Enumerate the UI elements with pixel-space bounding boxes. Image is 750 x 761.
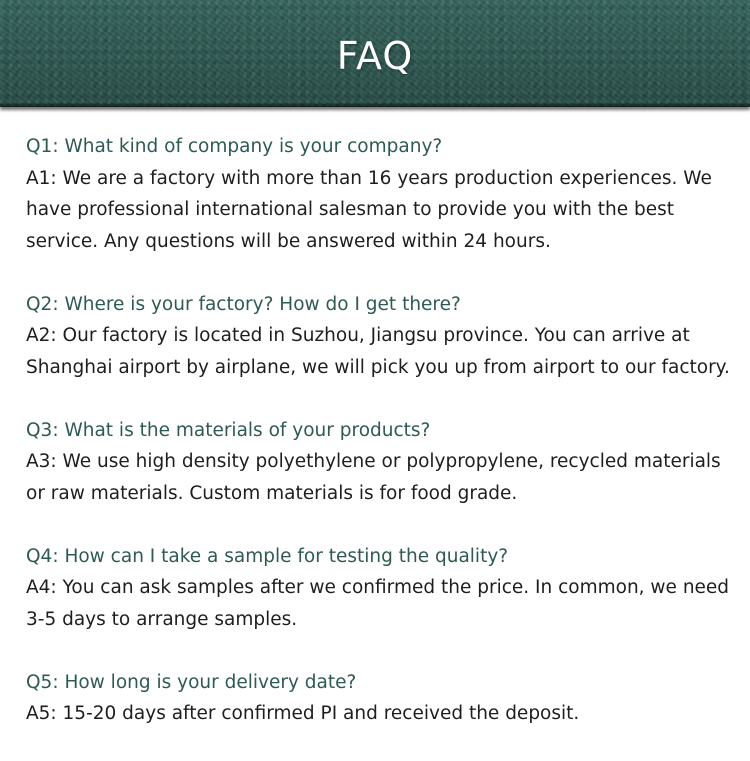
faq-question-4: Q4: How can I take a sample for testing the quality?	[26, 545, 509, 567]
faq-question-1: Q1: What kind of company is your company?	[26, 136, 443, 157]
faq-item-1	[26, 131, 738, 257]
faq-answer-3: A3: We use high density polyethylene or polypropylene, recycled materials or raw materials. Custom materials is for food grade.	[26, 451, 721, 504]
faq-item-5	[26, 667, 738, 730]
faq-header-banner	[0, 0, 750, 107]
page-title: FAQ	[336, 34, 414, 78]
faq-question-5: Q5: How long is your delivery date?	[26, 671, 357, 693]
faq-item-2	[26, 289, 738, 384]
faq-list	[26, 131, 738, 761]
faq-answer-4: A4: You can ask samples after we confirmed the price. In common, we need 3-5 days to arrange samples.	[26, 577, 730, 630]
faq-answer-1: A1: We are a factory with more than 16 years production experiences. We have professional international salesman to provide you with the best service. Any questions will be answered within 24 hours.	[26, 167, 712, 252]
faq-answer-5: A5: 15-20 days after confirmed PI and received the deposit.	[26, 703, 580, 724]
faq-answer-2: A2: Our factory is located in Suzhou, Jiangsu province. You can arrive at Shanghai airport by airplane, we will pick you up from airport to our factory.	[26, 325, 730, 378]
faq-item-3	[26, 415, 738, 510]
faq-question-3: Q3: What is the materials of your products?	[26, 419, 431, 441]
faq-question-2: Q2: Where is your factory? How do I get there?	[26, 293, 461, 315]
faq-item-4	[26, 541, 738, 636]
